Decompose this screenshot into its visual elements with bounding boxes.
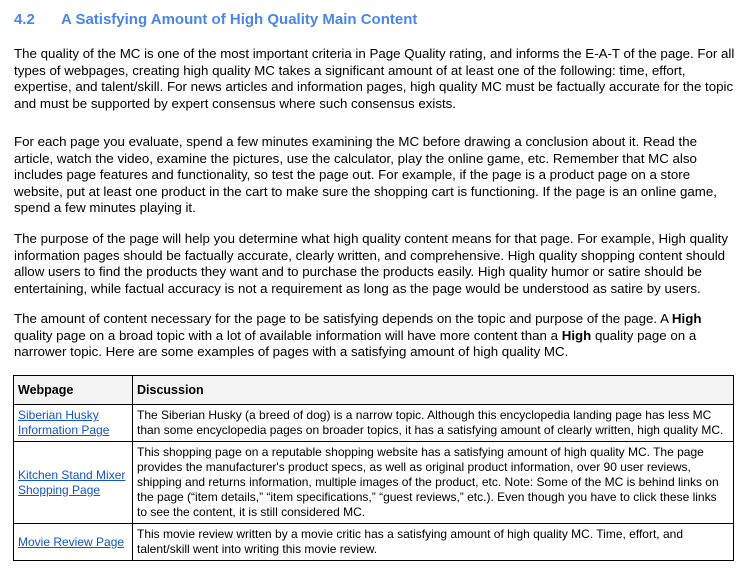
discussion-cell: The Siberian Husky (a breed of dog) is a narrow topic. Although this encyclopedia landing page has less MC than some encyclopedia pages on broader topics, it has a satisfying amount of clearly written, high quality MC. bbox=[133, 405, 734, 442]
table-header-row bbox=[14, 376, 734, 405]
webpage-cell bbox=[14, 524, 133, 561]
paragraph-text: quality page on a broad topic with a lot of available information will have more content than a bbox=[14, 327, 562, 343]
table-row bbox=[14, 442, 734, 524]
table-row bbox=[14, 405, 734, 442]
paragraph-text: The amount of content necessary for the page to be satisfying depends on the topic and purpose of the page. A bbox=[14, 311, 672, 326]
examples-table bbox=[13, 375, 734, 561]
paragraph-mc-quality: The quality of the MC is one of the most important criteria in Page Quality rating, and informs the E-A-T of the page. For all types of webpages, creating high quality MC takes a significant amount of at least one of the following: time, effort, expertise, and talent/skill. For news articles and information pages, high quality MC must be factually accurate for the topic and must be supported by expert consensus where such consensus exists. bbox=[14, 46, 735, 111]
paragraph-page-purpose: The purpose of the page will help you determine what high quality content means for that page. For example, High quality information pages should be factually accurate, clearly written, and comprehensive. High quality shopping content should allow users to find the products they want and to purchase the products easily. High quality humor or satire should be entertaining, while factual accuracy is not a requirement as long as the page would be understood as satire by users. bbox=[14, 231, 729, 296]
webpage-cell bbox=[14, 405, 133, 442]
section-number: 4.2 bbox=[14, 11, 35, 28]
discussion-cell: This shopping page on a reputable shopping website has a satisfying amount of high quality MC. The page provides the manufacturer's product specs, as well as original product information, over 90 user reviews, shipping and returns information, multiple images of the product, etc. Note: Some of the MC is behind links on the page (“item details,” “item specifications,” “guest reviews,” etc.). Even though you have to click these links to see the content, it is still considered MC. bbox=[133, 442, 734, 524]
bold-high: High bbox=[561, 327, 592, 343]
header-webpage: Webpage bbox=[14, 376, 133, 405]
webpage-cell bbox=[14, 442, 133, 524]
header-discussion: Discussion bbox=[133, 376, 734, 405]
section-title: A Satisfying Amount of High Quality Main Content bbox=[61, 11, 418, 28]
paragraph-content-amount bbox=[14, 311, 738, 361]
discussion-cell: This movie review written by a movie critic has a satisfying amount of high quality MC. Time, effort, and talent/skill went into writing this movie review. bbox=[133, 524, 734, 561]
paragraph-evaluate-page: For each page you evaluate, spend a few minutes examining the MC before drawing a conclusion about it. Read the article, watch the video, examine the pictures, use the calculator, play the online game, etc. Remember that MC also includes page features and functionality, so test the page out. For example, if the page is a product page on a store website, put at least one product in the cart to make sure the shopping cart is functioning. If the page is an online game, spend a few minutes playing it. bbox=[14, 134, 717, 215]
movie-review-link[interactable]: Movie Review Page bbox=[18, 534, 125, 549]
bold-high: High bbox=[671, 311, 702, 326]
table-row bbox=[14, 524, 734, 561]
paragraph-text: quality page on a narrower topic. Here are some examples of pages with a satisfying amount of high quality MC. bbox=[14, 327, 697, 359]
kitchen-stand-mixer-link[interactable]: Kitchen Stand Mixer Shopping Page bbox=[18, 467, 126, 497]
siberian-husky-link[interactable]: Siberian Husky Information Page bbox=[18, 408, 110, 437]
section-heading bbox=[14, 11, 417, 28]
